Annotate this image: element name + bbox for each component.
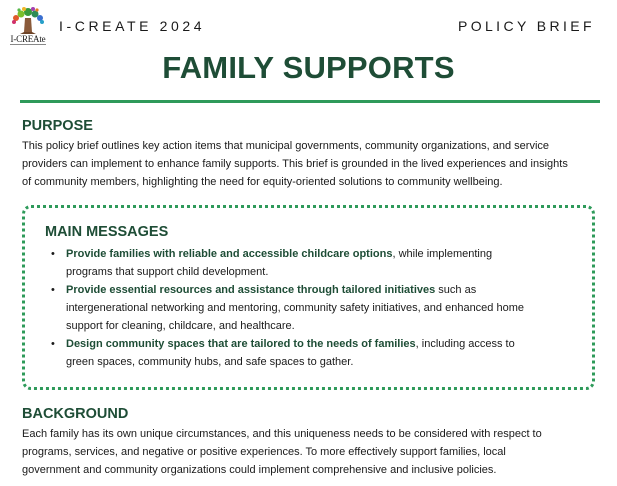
list-item-first-line bbox=[66, 281, 524, 299]
purpose-heading: PURPOSE bbox=[22, 118, 93, 134]
list-item-continuation: intergenerational networking and mentoring, community safety initiatives, and enhanced home bbox=[66, 302, 524, 314]
list-item-first-line bbox=[66, 335, 524, 353]
bullet-icon: • bbox=[51, 248, 55, 260]
list-item-continuation: green spaces, community hubs, and safe spaces to gather. bbox=[66, 356, 354, 368]
event-label: I-CREATE 2024 bbox=[59, 18, 206, 34]
list-item-text: , while implementing bbox=[392, 248, 493, 260]
list-item-first-line bbox=[66, 245, 524, 263]
tree-icon bbox=[6, 6, 50, 36]
background-line: government and community organizations could implement comprehensive and inclusive policies. bbox=[22, 464, 497, 476]
title-divider bbox=[20, 100, 600, 103]
background-heading: BACKGROUND bbox=[22, 406, 129, 422]
purpose-paragraph bbox=[22, 137, 568, 191]
main-messages-list bbox=[50, 245, 524, 371]
list-item-text: such as bbox=[435, 284, 477, 296]
list-item bbox=[50, 245, 524, 281]
bullet-icon: • bbox=[51, 338, 55, 350]
purpose-line: This policy brief outlines key action items that municipal governments, community organizations, and service bbox=[22, 140, 550, 152]
logo-tagline-rule bbox=[10, 44, 46, 45]
list-item-key-point: Design community spaces that are tailored to the needs of families bbox=[66, 338, 416, 350]
background-line: Each family has its own unique circumstances, and this uniqueness needs to be considered with respect to bbox=[22, 428, 542, 440]
purpose-line: providers can implement to enhance family supports. This brief is grounded in the lived experiences and insights bbox=[22, 158, 568, 170]
main-messages-heading: MAIN MESSAGES bbox=[45, 224, 169, 240]
background-paragraph bbox=[22, 425, 542, 479]
list-item bbox=[50, 335, 524, 371]
purpose-line: of community members, highlighting the need for equity-oriented solutions to community wellbeing. bbox=[22, 176, 503, 188]
list-item bbox=[50, 281, 524, 335]
logo-wordmark: I-CREAte bbox=[10, 34, 46, 44]
list-item-key-point: Provide families with reliable and accessible childcare options bbox=[66, 248, 393, 260]
list-item-continuation: programs that support child development. bbox=[66, 266, 269, 278]
page-title: FAMILY SUPPORTS bbox=[162, 50, 455, 85]
document-type-label: POLICY BRIEF bbox=[457, 18, 595, 34]
bullet-icon: • bbox=[51, 284, 55, 296]
background-line: programs, services, and negative or positive experiences. To more effectively support families, local bbox=[22, 446, 506, 458]
list-item-continuation: support for cleaning, childcare, and healthcare. bbox=[66, 320, 295, 332]
list-item-text: , including access to bbox=[415, 338, 515, 350]
list-item-key-point: Provide essential resources and assistance through tailored initiatives bbox=[66, 284, 436, 296]
i-create-logo bbox=[6, 6, 50, 46]
